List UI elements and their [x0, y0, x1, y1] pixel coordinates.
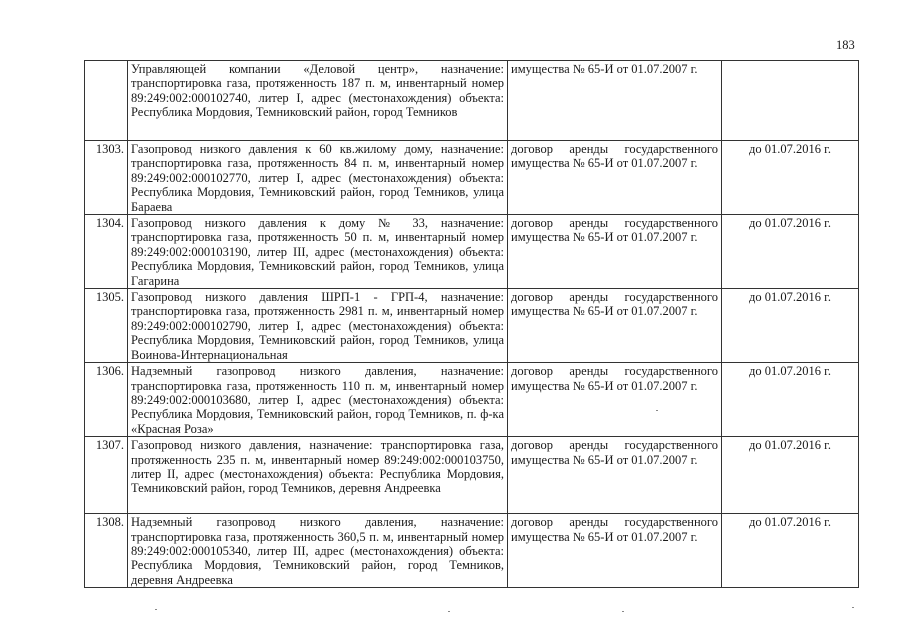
table-row: [85, 363, 859, 437]
object-description: Газопровод низкого давления к 60 кв.жилому дому, назначение: транспортировка газа, протяженность 84 п. м, инвентарный номер 89:249:002:000102770, литер I, адрес (местонахождения) объекта: Республика Мордовия, Темниковский район, город Темников, улица Бараева: [128, 141, 508, 215]
lease-term: [722, 61, 859, 141]
row-number: 1305.: [85, 289, 128, 363]
lease-term: до 01.07.2016 г.: [722, 141, 859, 215]
table-row: [85, 514, 859, 588]
lease-term: до 01.07.2016 г.: [722, 437, 859, 514]
scan-speck: [852, 607, 854, 608]
row-number: 1304.: [85, 215, 128, 289]
scan-speck: [448, 611, 450, 612]
lease-term: до 01.07.2016 г.: [722, 215, 859, 289]
lease-basis: договор аренды государственного имущества № 65-И от 01.07.2007 г.: [508, 141, 722, 215]
lease-basis: договор аренды государственного имущества № 65-И от 01.07.2007 г.: [508, 437, 722, 514]
lease-term: до 01.07.2016 г.: [722, 289, 859, 363]
object-description: Надземный газопровод низкого давления, назначение: транспортировка газа, протяженность 360,5 п. м, инвентарный номер 89:249:002:000105340, литер III, адрес (местонахождения) объекта: Республика Мордовия, Темниковский район, город Темников, деревня Андреевка: [128, 514, 508, 588]
object-description: Газопровод низкого давления, назначение: транспортировка газа, протяженность 235 п. м, инвентарный номер 89:249:002:000103750, литер II, адрес (местонахождения) объекта: Республика Мордовия, Темниковский район, город Темников, деревня Андреевка: [128, 437, 508, 514]
scan-speck: [155, 609, 157, 610]
lease-basis: имущества № 65-И от 01.07.2007 г.: [508, 61, 722, 141]
page-number: 183: [836, 38, 855, 52]
lease-term: до 01.07.2016 г.: [722, 514, 859, 588]
scan-speck: [656, 410, 658, 411]
table-row: [85, 61, 859, 141]
table-row: [85, 215, 859, 289]
lease-basis: договор аренды государственного имущества № 65-И от 01.07.2007 г.: [508, 363, 722, 437]
lease-basis: договор аренды государственного имущества № 65-И от 01.07.2007 г.: [508, 514, 722, 588]
object-description: Газопровод низкого давления ШРП-1 - ГРП-4, назначение: транспортировка газа, протяженность 2981 п. м, инвентарный номер 89:249:002:000102790, литер I, адрес (местонахождения) объекта: Республика Мордовия, Темниковский район, город Темников, улица Воинова-Интернациональная: [128, 289, 508, 363]
scan-speck: [622, 611, 624, 612]
lease-basis: договор аренды государственного имущества № 65-И от 01.07.2007 г.: [508, 215, 722, 289]
row-number: 1303.: [85, 141, 128, 215]
table-row: [85, 141, 859, 215]
table-row: [85, 437, 859, 514]
row-number: [85, 61, 128, 141]
lease-term: до 01.07.2016 г.: [722, 363, 859, 437]
table-row: [85, 289, 859, 363]
object-description: Управляющей компании «Деловой центр», назначение: транспортировка газа, протяженность 187 п. м, инвентарный номер 89:249:002:000102740, литер I, адрес (местонахождения) объекта: Республика Мордовия, Темниковский район, город Темников: [128, 61, 508, 141]
row-number: 1307.: [85, 437, 128, 514]
object-description: Газопровод низкого давления к дому № 33, назначение: транспортировка газа, протяженность 50 п. м, инвентарный номер 89:249:002:000103190, литер III, адрес (местонахождения) объекта: Республика Мордовия, Темниковский район, город Темников, улица Гагарина: [128, 215, 508, 289]
object-description: Надземный газопровод низкого давления, назначение: транспортировка газа, протяженность 110 п. м, инвентарный номер 89:249:002:000103680, литер I, адрес (местонахождения) объекта: Республика Мордовия, Темниковский район, город Темников, п. ф-ка «Красная Роза»: [128, 363, 508, 437]
row-number: 1308.: [85, 514, 128, 588]
row-number: 1306.: [85, 363, 128, 437]
lease-basis: договор аренды государственного имущества № 65-И от 01.07.2007 г.: [508, 289, 722, 363]
property-register-table: [84, 60, 859, 588]
